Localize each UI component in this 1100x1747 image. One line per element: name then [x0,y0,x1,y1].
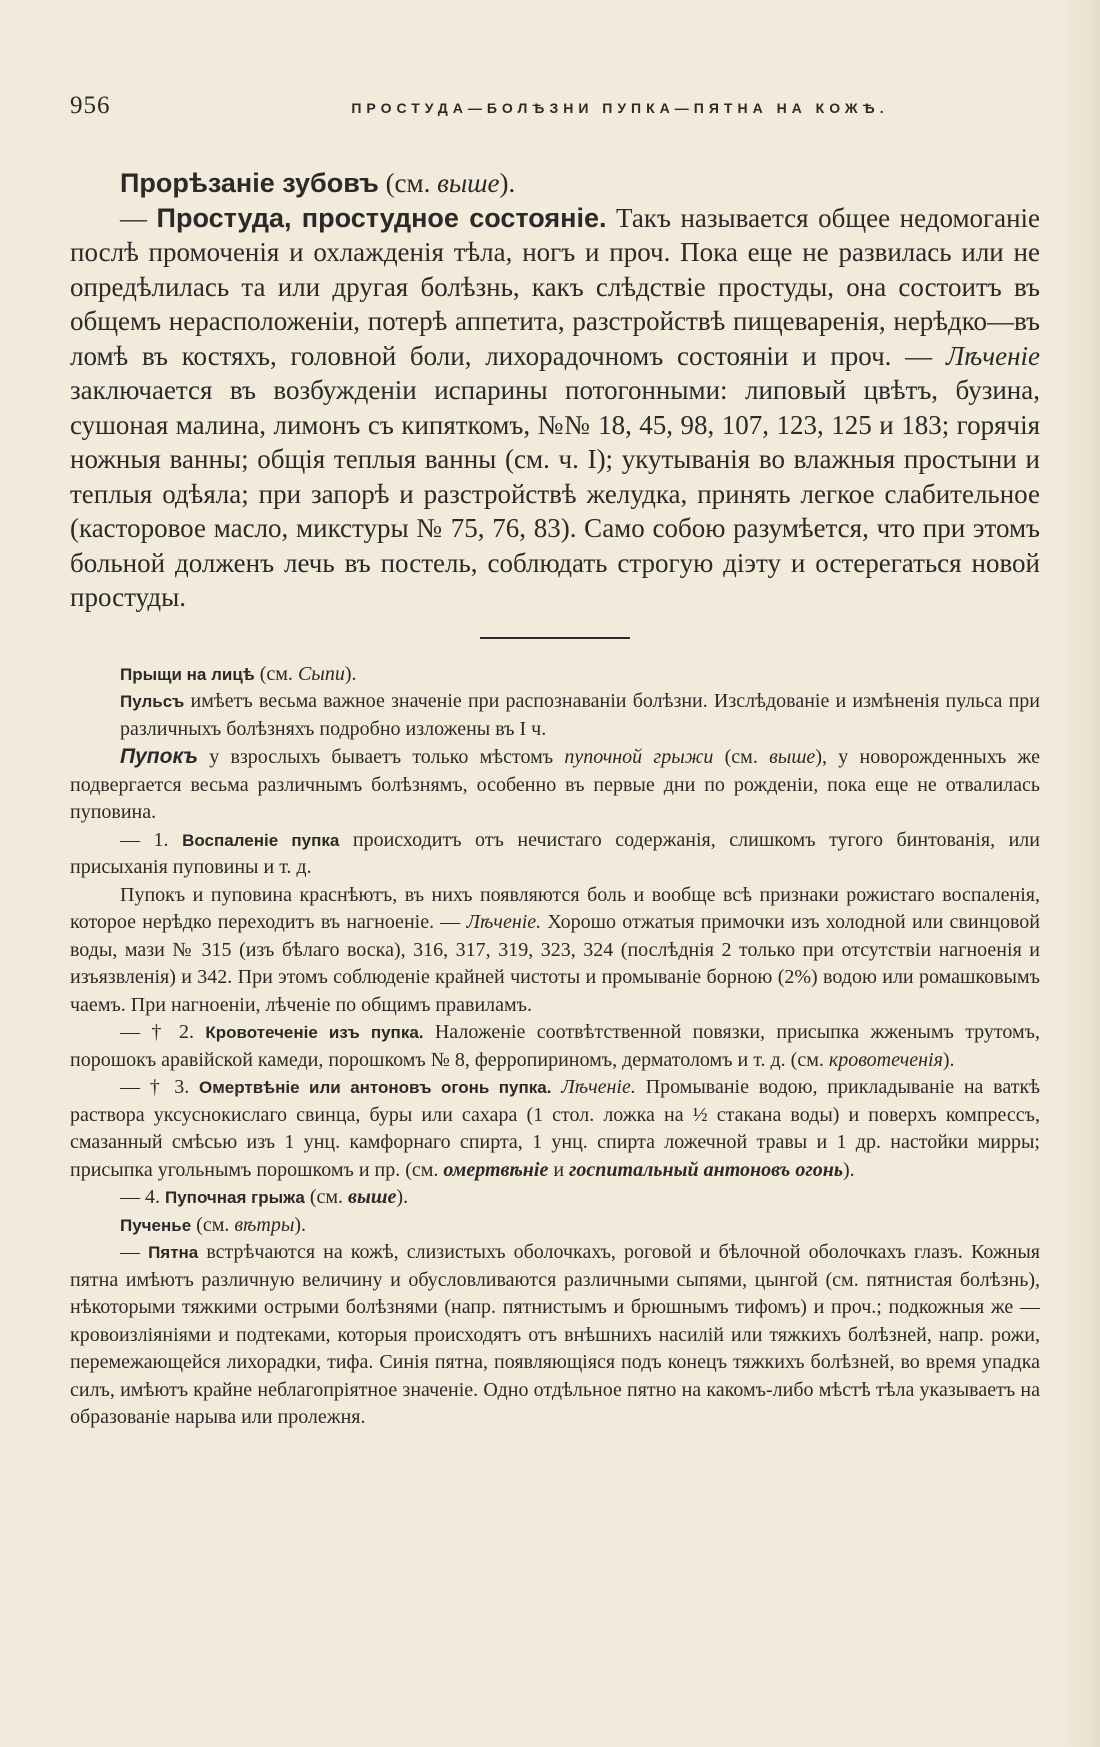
treatment-label: Лѣченіе. [561,1076,636,1098]
entry-pimples: Прыщи на лицѣ (см. Сыпи). [120,662,357,685]
entry-pulse-heading: Пульсъ [120,692,185,711]
entry-pimples-heading: Прыщи на лицѣ [120,664,255,684]
page-number: 956 [70,92,111,119]
entry-spots-heading: Пятна [148,1243,199,1262]
cross-reference: выше [437,168,500,198]
navel-bleeding: — † 2. Кровотеченіе изъ пупка. Наложеніе соотвѣтственной повязки, присыпка жженымъ трутомъ, порошокъ аравійской камеди, порошкомъ № 8, ферропириномъ, дерматоломъ и т. д. (см. кровотеченія). [70,1021,1041,1071]
cross-reference: омертвѣніе [443,1158,549,1181]
section-divider [480,637,630,639]
page-edge-shading [1060,0,1100,1747]
entry-bloating: Пученье (см. вѣтры). [120,1213,307,1236]
navel-inflammation-treatment: Пупокъ и пуповина краснѣютъ, въ нихъ появляются боль и вообще всѣ признаки рожистаго воспаленія, которое нерѣдко переходитъ въ нагноеніе. — Лѣченіе. Хорошо отжатыя примочки изъ холодной или свинцовой воды, мази № 315 (изъ бѣлаго воска), 316, 317, 319, 323, 324 (послѣднія 2 только при отсутствіи нагноенія и изъязвленія) и 342. При этомъ соблюденіе крайней чистоты и промываніе борною (2%) водою или ромашковымъ чаемъ. При нагноеніи, лѣченіе по общимъ правиламъ. [70,883,1040,1016]
cross-reference: кровотеченія [828,1048,943,1071]
entry-cold-heading: Простуда, простудное состояніе. [156,202,607,233]
treatment-label: Лѣченіе [945,340,1040,371]
entry-bloating-heading: Пученье [120,1215,192,1235]
entry-teething: Прорѣзаніе зубовъ (см. выше). [120,168,516,198]
entry-navel-heading: Пупокъ [120,745,198,768]
running-head [70,92,1040,120]
navel-hernia: — 4. Пупочная грыжа (см. выше). [120,1186,409,1208]
entry-teething-heading: Прорѣзаніе зубовъ [120,168,379,198]
entry-spots: — Пятна встрѣчаются на кожѣ, слизистыхъ оболочкахъ, роговой и бѣлочной оболочкахъ глазъ. Кожныя пятна имѣютъ различную величину и обусловливаются различными сыпями, цынгой (см. пятнистая болѣзнь), нѣкоторыми тяжкими острыми болѣзнями (напр. пятнистымъ и брюшнымъ тифомъ) и проч.; подкожныя же — кровоизліяніями и подтеками, которыя происходятъ отъ внѣшнихъ насилій или тяжкихъ болѣзней, напр. рожи, перемежающейся лихорадки, тифа. Синія пятна, появляющіяся подъ конецъ тяжкихъ болѣзней, во время упадка силъ, имѣютъ крайне неблагопріятное значеніе. Одно отдѣльное пятно на какомъ-либо мѣстѣ тѣла указываетъ на образованіе нарыва или пролежня. [70,1241,1041,1428]
entry-pulse: Пульсъ имѣетъ весьма важное значеніе при распознаваніи болѣзни. Изслѣдованіе и измѣненія пульса при различныхъ болѣзняхъ подробно изложены въ I ч. [120,690,1040,740]
entry-cold: — Простуда, простудное состояніе. Такъ называется общее недомоганіе послѣ промоченія и охлажденія тѣла, ногъ и проч. Пока еще не развилась или не опредѣлилась та или другая болѣзнь, какъ слѣдствіе простуды, она состоитъ въ общемъ нерасположеніи, потерѣ аппетита, разстройствѣ пищеваренія, нерѣдко—въ ломѣ въ костяхъ, головной боли, лихорадочномъ состояніи и проч. — Лѣченіе заключается въ возбужденіи испарины потогонными: липовый цвѣтъ, бузина, сушоная малина, лимонъ съ кипяткомъ, №№ 18, 45, 98, 107, 123, 125 и 183; горячія ножныя ванны; общія теплыя ванны (см. ч. I); укутыванія во влажныя простыни и теплыя одѣяла; при запорѣ и разстройствѣ желудка, принять легкое слабительное (касторовое масло, микстуры № 75, 76, 83). Само собою разумѣется, что при этомъ больной долженъ лечь въ постель, соблюдать строгую діэту и остерегаться новой простуды. [70,202,1041,612]
navel-bleeding-heading: Кровотеченіе изъ пупка. [205,1023,424,1042]
navel-hernia-heading: Пупочная грыжа [165,1188,305,1207]
cross-reference: вѣтры [234,1213,295,1236]
navel-gangrene: — † 3. Омертвѣніе или антоновъ огонь пупка. Лѣченіе. Промываніе водою, прикладываніе на ваткѣ раствора уксуснокислаго свинца, буры или сахара (1 стол. ложка на ½ стакана воды) и поверхъ компрессъ, смазанный смѣсью изъ 1 унц. камфорнаго спирта, 1 унц. спирта ложечной травы и 1 др. настойки мирры; присыпка угольнымъ порошкомъ и пр. (см. омертвѣніе и госпитальный антоновъ огонь). [70,1076,1041,1181]
running-title: ПРОСТУДА—БОЛѢЗНИ ПУПКА—ПЯТНА НА КОЖѢ. [351,100,889,116]
entry-navel: Пупокъ у взрослыхъ бываетъ только мѣстомъ пупочной грыжи (см. выше), у новорожденныхъ же подвергается весьма различнымъ болѣзнямъ, особенно въ первые дни по рожденіи, пока еще не отвалилась пуповина. [70,745,1040,823]
cross-reference: госпитальный антоновъ огонь [569,1158,843,1181]
navel-inflammation-heading: Воспаленіе пупка [182,830,340,850]
cross-reference: выше [348,1186,397,1208]
treatment-label: Лѣченіе. [466,911,542,933]
navel-inflammation: — 1. Воспаленіе пупка происходитъ отъ нечистаго содержанія, слишкомъ тугого бинтованія, или присыханія пуповины и т. д. [70,828,1040,878]
cross-reference: пупочной грыжи [564,746,714,768]
cross-reference: Сыпи [297,662,345,685]
cross-reference: выше [769,746,816,768]
navel-gangrene-heading: Омертвѣніе или антоновъ огонь пупка. [198,1078,552,1097]
